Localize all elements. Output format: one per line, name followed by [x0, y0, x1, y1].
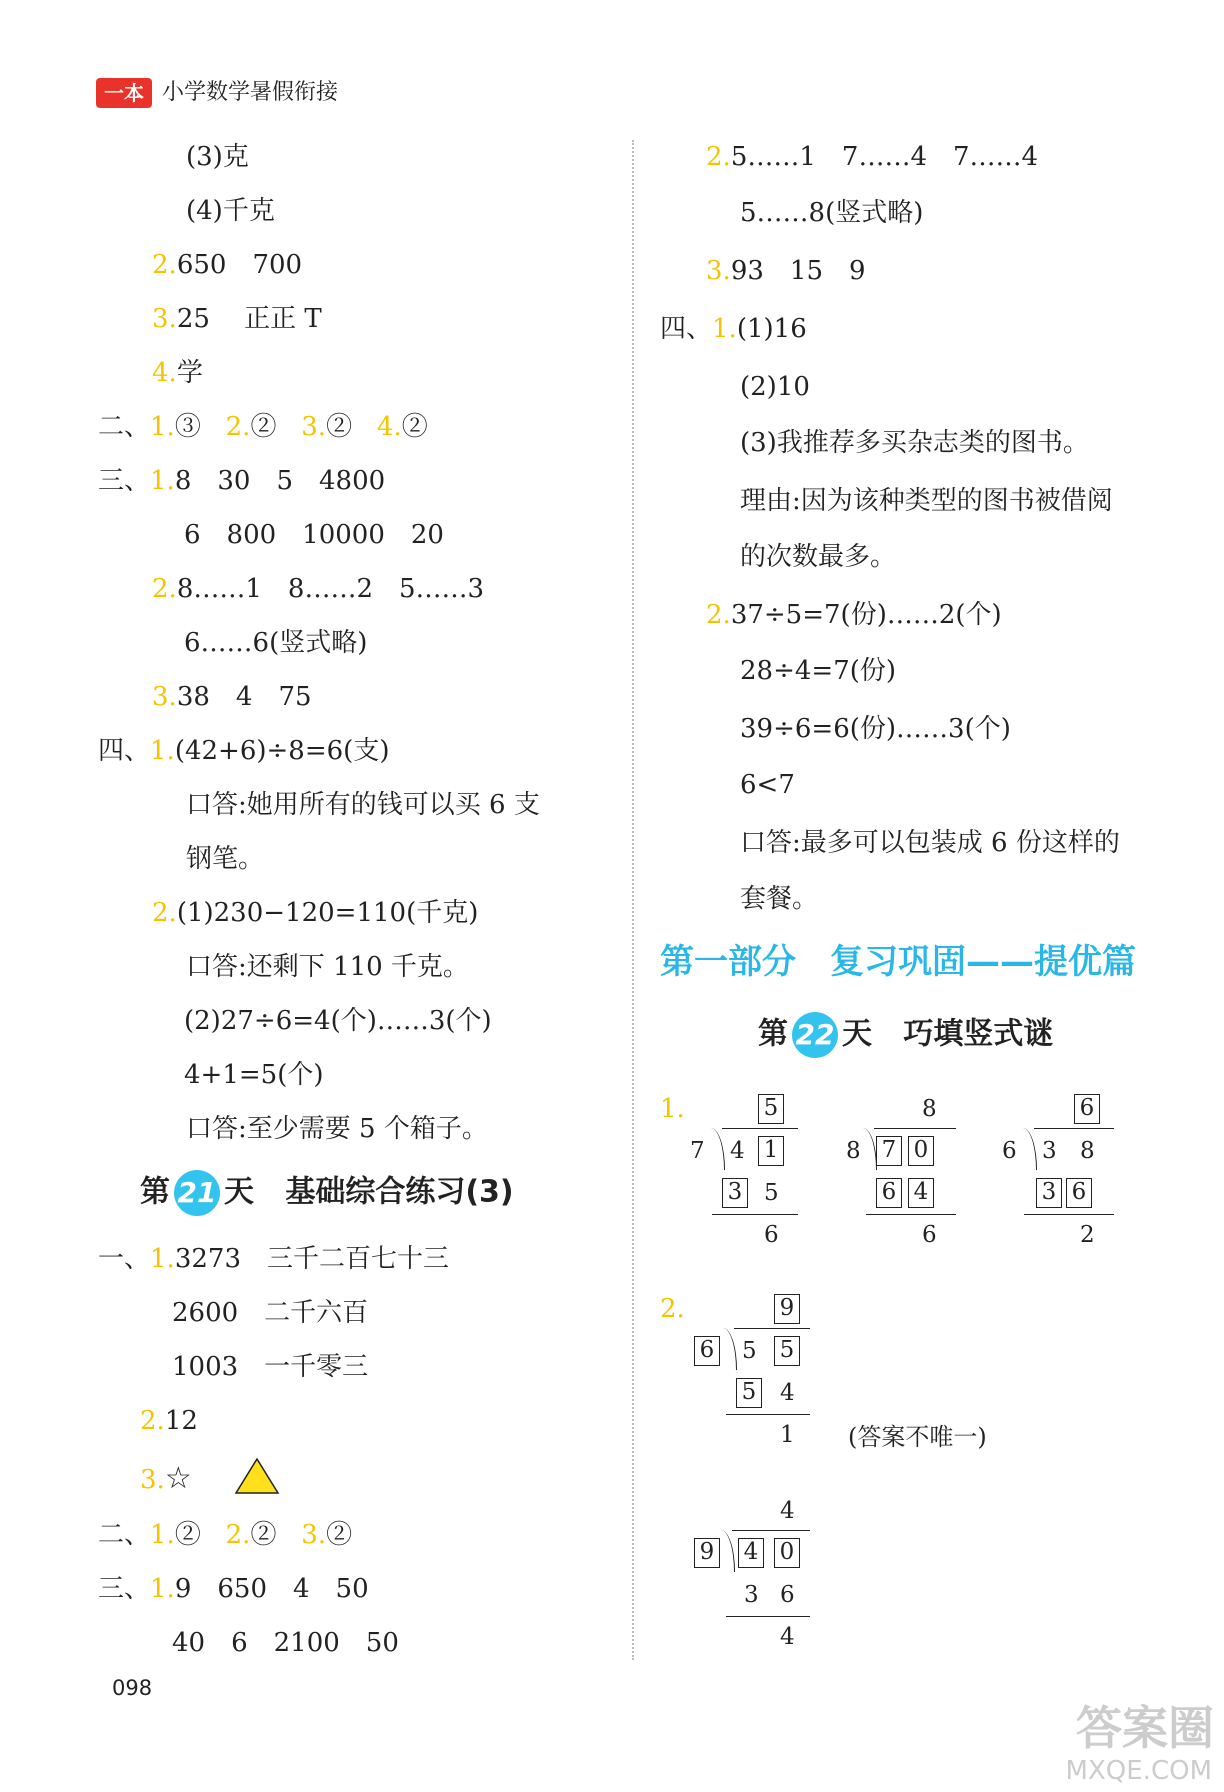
dividend-digit: 5	[742, 1338, 757, 1364]
item-number: 1.	[150, 736, 175, 766]
item-number: 1.	[150, 466, 175, 496]
answer-text: ②	[326, 1520, 353, 1550]
division-bracket	[1022, 1128, 1037, 1170]
remainder-digit: 1	[780, 1422, 795, 1448]
filled-box: 6	[1074, 1094, 1100, 1124]
answer-text: ②	[326, 412, 353, 442]
filled-box: 3	[722, 1178, 748, 1208]
quotient-digit: 4	[780, 1498, 795, 1524]
product-digit: 5	[764, 1180, 779, 1206]
answer-line	[706, 254, 866, 288]
answer-text: 8……1 8……2 5……3	[176, 574, 485, 604]
item-number: 2.	[152, 250, 177, 280]
answer-line	[152, 896, 478, 930]
item-number: 2.	[152, 574, 177, 604]
filled-box: 7	[876, 1136, 902, 1166]
remainder-digit: 6	[922, 1222, 937, 1248]
answer-line	[98, 410, 428, 444]
section-label: 四、	[660, 314, 713, 344]
item-number: 1.	[150, 412, 175, 442]
item-number: 3.	[301, 412, 327, 442]
answer-line: 2600 二千六百	[172, 1298, 369, 1328]
answer-text: ②	[250, 412, 277, 442]
answer-text: ②	[401, 412, 428, 442]
answer-line: 1003 一千零三	[172, 1352, 369, 1382]
day-22-heading	[758, 1012, 1053, 1058]
item-number: 2.	[140, 1406, 165, 1436]
answer-line	[706, 140, 1038, 174]
remainder-digit: 2	[1080, 1222, 1095, 1248]
divisor-digit: 7	[690, 1138, 705, 1164]
item-number: 1.	[712, 314, 737, 344]
answer-line	[98, 1242, 449, 1276]
answer-text: (42+6)÷8=6(支)	[174, 736, 390, 766]
division-line	[874, 1128, 956, 1129]
answer-text: ③	[174, 412, 201, 442]
subtraction-line	[1024, 1214, 1114, 1215]
answer-line: 6 800 10000 20	[184, 520, 444, 550]
answer-line	[140, 1462, 192, 1497]
division-bracket	[722, 1328, 737, 1370]
answer-line: 40 6 2100 50	[172, 1628, 399, 1658]
triangle-icon	[234, 1456, 280, 1496]
answer-line: 28÷4=7(份)	[740, 656, 897, 686]
answer-line: 39÷6=6(份)……3(个)	[740, 714, 1011, 744]
answer-line: 套餐。	[740, 884, 819, 914]
answer-line: 口答:她用所有的钱可以买 6 支	[186, 790, 540, 820]
answer-line: 6……6(竖式略)	[184, 628, 368, 658]
section-banner: 第一部分 复习巩固——提优篇	[660, 942, 1136, 982]
item-number: 3.	[140, 1465, 165, 1495]
divisor-digit: 8	[846, 1138, 861, 1164]
answer-line	[98, 1572, 369, 1606]
answer-text: 3273 三千二百七十三	[174, 1244, 449, 1274]
subtraction-line	[866, 1214, 956, 1215]
product-digit: 6	[780, 1582, 795, 1608]
section-label: 四、	[98, 736, 151, 766]
column-divider	[632, 140, 634, 1660]
answer-line: (2)27÷6=4(个)……3(个)	[184, 1006, 492, 1036]
answer-line	[152, 572, 484, 606]
day-suffix: 天	[224, 1174, 254, 1210]
item-number: 2.	[660, 1294, 685, 1324]
answer-line	[98, 464, 385, 498]
answer-text: (1)230−120=110(千克)	[176, 898, 479, 928]
star-answer: ☆	[164, 1461, 192, 1496]
answer-line: 口答:至少需要 5 个箱子。	[186, 1114, 488, 1144]
answer-text: (1)16	[736, 314, 807, 344]
item-number: 1.	[660, 1094, 685, 1124]
dividend-digit: 3	[1042, 1138, 1057, 1164]
answer-text: 650 700	[176, 250, 303, 280]
answer-text: 25 正正 T	[176, 304, 322, 334]
answer-line	[706, 598, 1002, 632]
item-number: 3.	[152, 304, 177, 334]
item-number: 2.	[706, 142, 731, 172]
answer-line: 理由:因为该种类型的图书被借阅	[740, 486, 1113, 516]
item-number: 3.	[301, 1520, 327, 1550]
section-label: 三、	[98, 466, 151, 496]
day-suffix: 天	[842, 1016, 872, 1052]
section-label: 二、	[98, 1520, 151, 1550]
filled-box: 0	[908, 1136, 934, 1166]
day-prefix: 第	[140, 1174, 170, 1210]
division-line	[722, 1128, 798, 1129]
section-label: 二、	[98, 412, 151, 442]
answer-line: 口答:还剩下 110 千克。	[186, 952, 469, 982]
filled-box: 6	[1066, 1178, 1092, 1208]
item-number: 2.	[225, 412, 251, 442]
answer-line	[140, 1404, 198, 1438]
answer-line: (2)10	[740, 372, 810, 402]
filled-box: 1	[758, 1136, 784, 1166]
answer-line	[152, 680, 312, 714]
item-number: 2.	[706, 600, 731, 630]
answer-line	[152, 302, 322, 336]
day-title: 基础综合练习(3)	[285, 1174, 514, 1210]
filled-box: 4	[738, 1538, 764, 1568]
quotient-digit: 8	[922, 1096, 937, 1122]
answer-text: 9 650 4 50	[174, 1574, 369, 1604]
answer-line: 5……8(竖式略)	[740, 198, 924, 228]
product-digit: 3	[744, 1582, 759, 1608]
filled-box: 3	[1036, 1178, 1062, 1208]
answer-text: 93 15 9	[730, 256, 866, 286]
subtraction-line	[726, 1414, 810, 1415]
answer-text: 38 4 75	[176, 682, 312, 712]
answer-text: ②	[250, 1520, 277, 1550]
day-21-heading	[140, 1170, 514, 1216]
watermark-url: MXQE.COM	[1065, 1756, 1212, 1786]
filled-box: 5	[736, 1378, 762, 1408]
subtraction-line	[712, 1214, 798, 1215]
answer-text: 37÷5=7(份)……2(个)	[730, 600, 1002, 630]
answer-line: 钢笔。	[186, 844, 265, 874]
answer-line: (3)我推荐多买杂志类的图书。	[740, 428, 1089, 458]
answer-text: 8 30 5 4800	[174, 466, 386, 496]
item-number: 1.	[150, 1520, 175, 1550]
answer-text: 12	[164, 1406, 198, 1436]
answer-line: (3)克	[186, 142, 249, 172]
item-number: 2.	[152, 898, 177, 928]
answer-text: 学	[176, 358, 203, 388]
subtraction-line	[726, 1616, 810, 1617]
day-title: 巧填竖式谜	[903, 1016, 1054, 1052]
filled-box: 9	[694, 1538, 720, 1568]
book-title: 小学数学暑假衔接	[162, 80, 339, 105]
answer-line: 4+1=5(个)	[184, 1060, 324, 1090]
answer-line: 口答:最多可以包装成 6 份这样的	[740, 828, 1120, 858]
filled-box: 6	[876, 1178, 902, 1208]
answer-line	[660, 312, 807, 346]
day-number-badge: 22	[792, 1012, 838, 1058]
division-line	[734, 1328, 810, 1329]
division-bracket	[720, 1530, 735, 1572]
dividend-digit: 4	[730, 1138, 745, 1164]
division-line	[1034, 1128, 1114, 1129]
section-label: 三、	[98, 1574, 151, 1604]
remainder-digit: 6	[764, 1222, 779, 1248]
answer-text: 5……1 7……4 7……4	[730, 142, 1039, 172]
division-bracket	[862, 1128, 877, 1170]
item-number: 1.	[150, 1574, 175, 1604]
item-number: 3.	[152, 682, 177, 712]
item-number: 1.	[150, 1244, 175, 1274]
item-number: 4.	[152, 358, 177, 388]
brand-logo: 一本	[96, 78, 152, 108]
item-number: 4.	[376, 412, 402, 442]
filled-box: 5	[774, 1336, 800, 1366]
division-bracket	[710, 1128, 725, 1170]
product-digit: 4	[780, 1380, 795, 1406]
answer-note: (答案不唯一)	[848, 1423, 987, 1451]
answer-line	[98, 1518, 352, 1552]
filled-box: 6	[694, 1336, 720, 1366]
page-number: 098	[112, 1676, 153, 1700]
answer-line	[152, 356, 203, 390]
filled-box: 0	[774, 1538, 800, 1568]
remainder-digit: 4	[780, 1624, 795, 1650]
answer-line: (4)千克	[186, 196, 275, 226]
filled-box: 5	[758, 1094, 784, 1124]
item-number: 3.	[706, 256, 731, 286]
day-prefix: 第	[758, 1016, 788, 1052]
item-number: 2.	[225, 1520, 251, 1550]
watermark-logo: 答案圈	[1076, 1701, 1214, 1755]
answer-line	[98, 734, 389, 768]
answer-line: 6<7	[740, 770, 795, 800]
division-line	[732, 1530, 810, 1531]
answer-line	[152, 248, 302, 282]
dividend-digit: 8	[1080, 1138, 1095, 1164]
day-number-badge: 21	[174, 1170, 220, 1216]
filled-box: 9	[774, 1294, 800, 1324]
divisor-digit: 6	[1002, 1138, 1017, 1164]
answer-line: 的次数最多。	[740, 542, 897, 572]
filled-box: 4	[908, 1178, 934, 1208]
answer-text: ②	[174, 1520, 201, 1550]
section-label: 一、	[98, 1244, 151, 1274]
